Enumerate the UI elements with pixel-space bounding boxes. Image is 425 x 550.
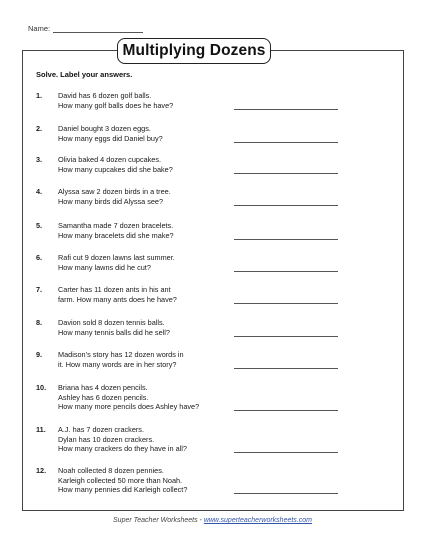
problem-text [58, 318, 238, 337]
footer [0, 517, 425, 524]
problem-line: How many bracelets did she make? [58, 230, 174, 240]
answer-line [234, 452, 338, 453]
problem-line: How many crackers do they have in all? [58, 444, 187, 453]
problem-line: How many cupcakes did she bake? [58, 164, 173, 174]
problem-line: Samantha made 7 dozen bracelets. [58, 221, 174, 230]
name-label: Name: [28, 24, 51, 33]
problem-line: Briana has 4 dozen pencils. [58, 383, 148, 392]
problem-line: farm. How many ants does he have? [58, 294, 177, 304]
problem-line: Rafi cut 9 dozen lawns last summer. [58, 253, 175, 262]
problem-line: it. How many words are in her story? [58, 359, 177, 369]
problem-line: How many golf balls does he have? [58, 100, 174, 110]
answer-line [234, 239, 338, 240]
problem-line: How many birds did Alyssa see? [58, 196, 164, 206]
problem-number: 10. [36, 383, 47, 392]
problem-line: Madison’s story has 12 dozen words in [58, 350, 184, 359]
answer-line [234, 368, 338, 369]
problem-number: 1. [36, 91, 43, 100]
answer-line [234, 303, 338, 304]
problem-line: Alyssa saw 2 dozen birds in a tree. [58, 187, 171, 196]
instructions: Solve. Label your answers. [36, 70, 133, 79]
name-blank-line [53, 25, 143, 33]
problem-number: 9. [36, 350, 43, 359]
footer-source: Super Teacher Worksheets [113, 517, 198, 524]
problem-text [58, 425, 238, 454]
problem-text [58, 466, 238, 495]
problem-line: Noah collected 8 dozen pennies. [58, 466, 164, 475]
problem-line: Carter has 11 dozen ants in his ant [58, 285, 171, 294]
problem-text [58, 350, 238, 369]
problem-number: 4. [36, 187, 43, 196]
answer-line [234, 410, 338, 411]
answer-line [234, 336, 338, 337]
problem-text [58, 221, 238, 240]
problem-number: 2. [36, 124, 43, 133]
answer-line [234, 205, 338, 206]
problem-text [58, 253, 238, 272]
problem-text [58, 91, 238, 110]
problem-text [58, 155, 238, 174]
problem-text [58, 187, 238, 206]
problem-line: How many lawns did he cut? [58, 262, 151, 272]
problem-number: 6. [36, 253, 43, 262]
problem-number: 5. [36, 221, 43, 230]
problem-text [58, 383, 238, 412]
problem-line: How many tennis balls did he sell? [58, 327, 170, 337]
problem-line: Olivia baked 4 dozen cupcakes. [58, 155, 162, 164]
answer-line [234, 493, 338, 494]
worksheet-title: Multiplying Dozens [122, 42, 266, 59]
problem-number: 8. [36, 318, 43, 327]
footer-link[interactable]: www.superteacherworksheets.com [203, 517, 312, 524]
problem-text [58, 124, 238, 143]
answer-line [234, 271, 338, 272]
answer-line [234, 142, 338, 143]
problem-line: Karleigh collected 50 more than Noah. [58, 475, 183, 485]
problem-line: Daniel bought 3 dozen eggs. [58, 124, 151, 133]
footer-separator: - [197, 517, 204, 524]
title-box [117, 38, 271, 64]
problem-line: How many more pencils does Ashley have? [58, 402, 200, 411]
problem-number: 12. [36, 466, 47, 475]
problem-line: Ashley has 6 dozen pencils. [58, 392, 149, 402]
answer-line [234, 109, 338, 110]
problem-number: 11. [36, 425, 46, 434]
answer-line [234, 173, 338, 174]
problem-number: 3. [36, 155, 43, 164]
problem-line: How many eggs did Daniel buy? [58, 133, 163, 143]
problem-line: Davion sold 8 dozen tennis balls. [58, 318, 165, 327]
name-field-row [28, 24, 143, 33]
problem-line: A.J. has 7 dozen crackers. [58, 425, 144, 434]
problem-line: How many pennies did Karleigh collect? [58, 485, 188, 494]
problem-number: 7. [36, 285, 43, 294]
problem-line: Dylan has 10 dozen crackers. [58, 434, 155, 444]
problem-line: David has 6 dozen golf balls. [58, 91, 152, 100]
problem-text [58, 285, 238, 304]
